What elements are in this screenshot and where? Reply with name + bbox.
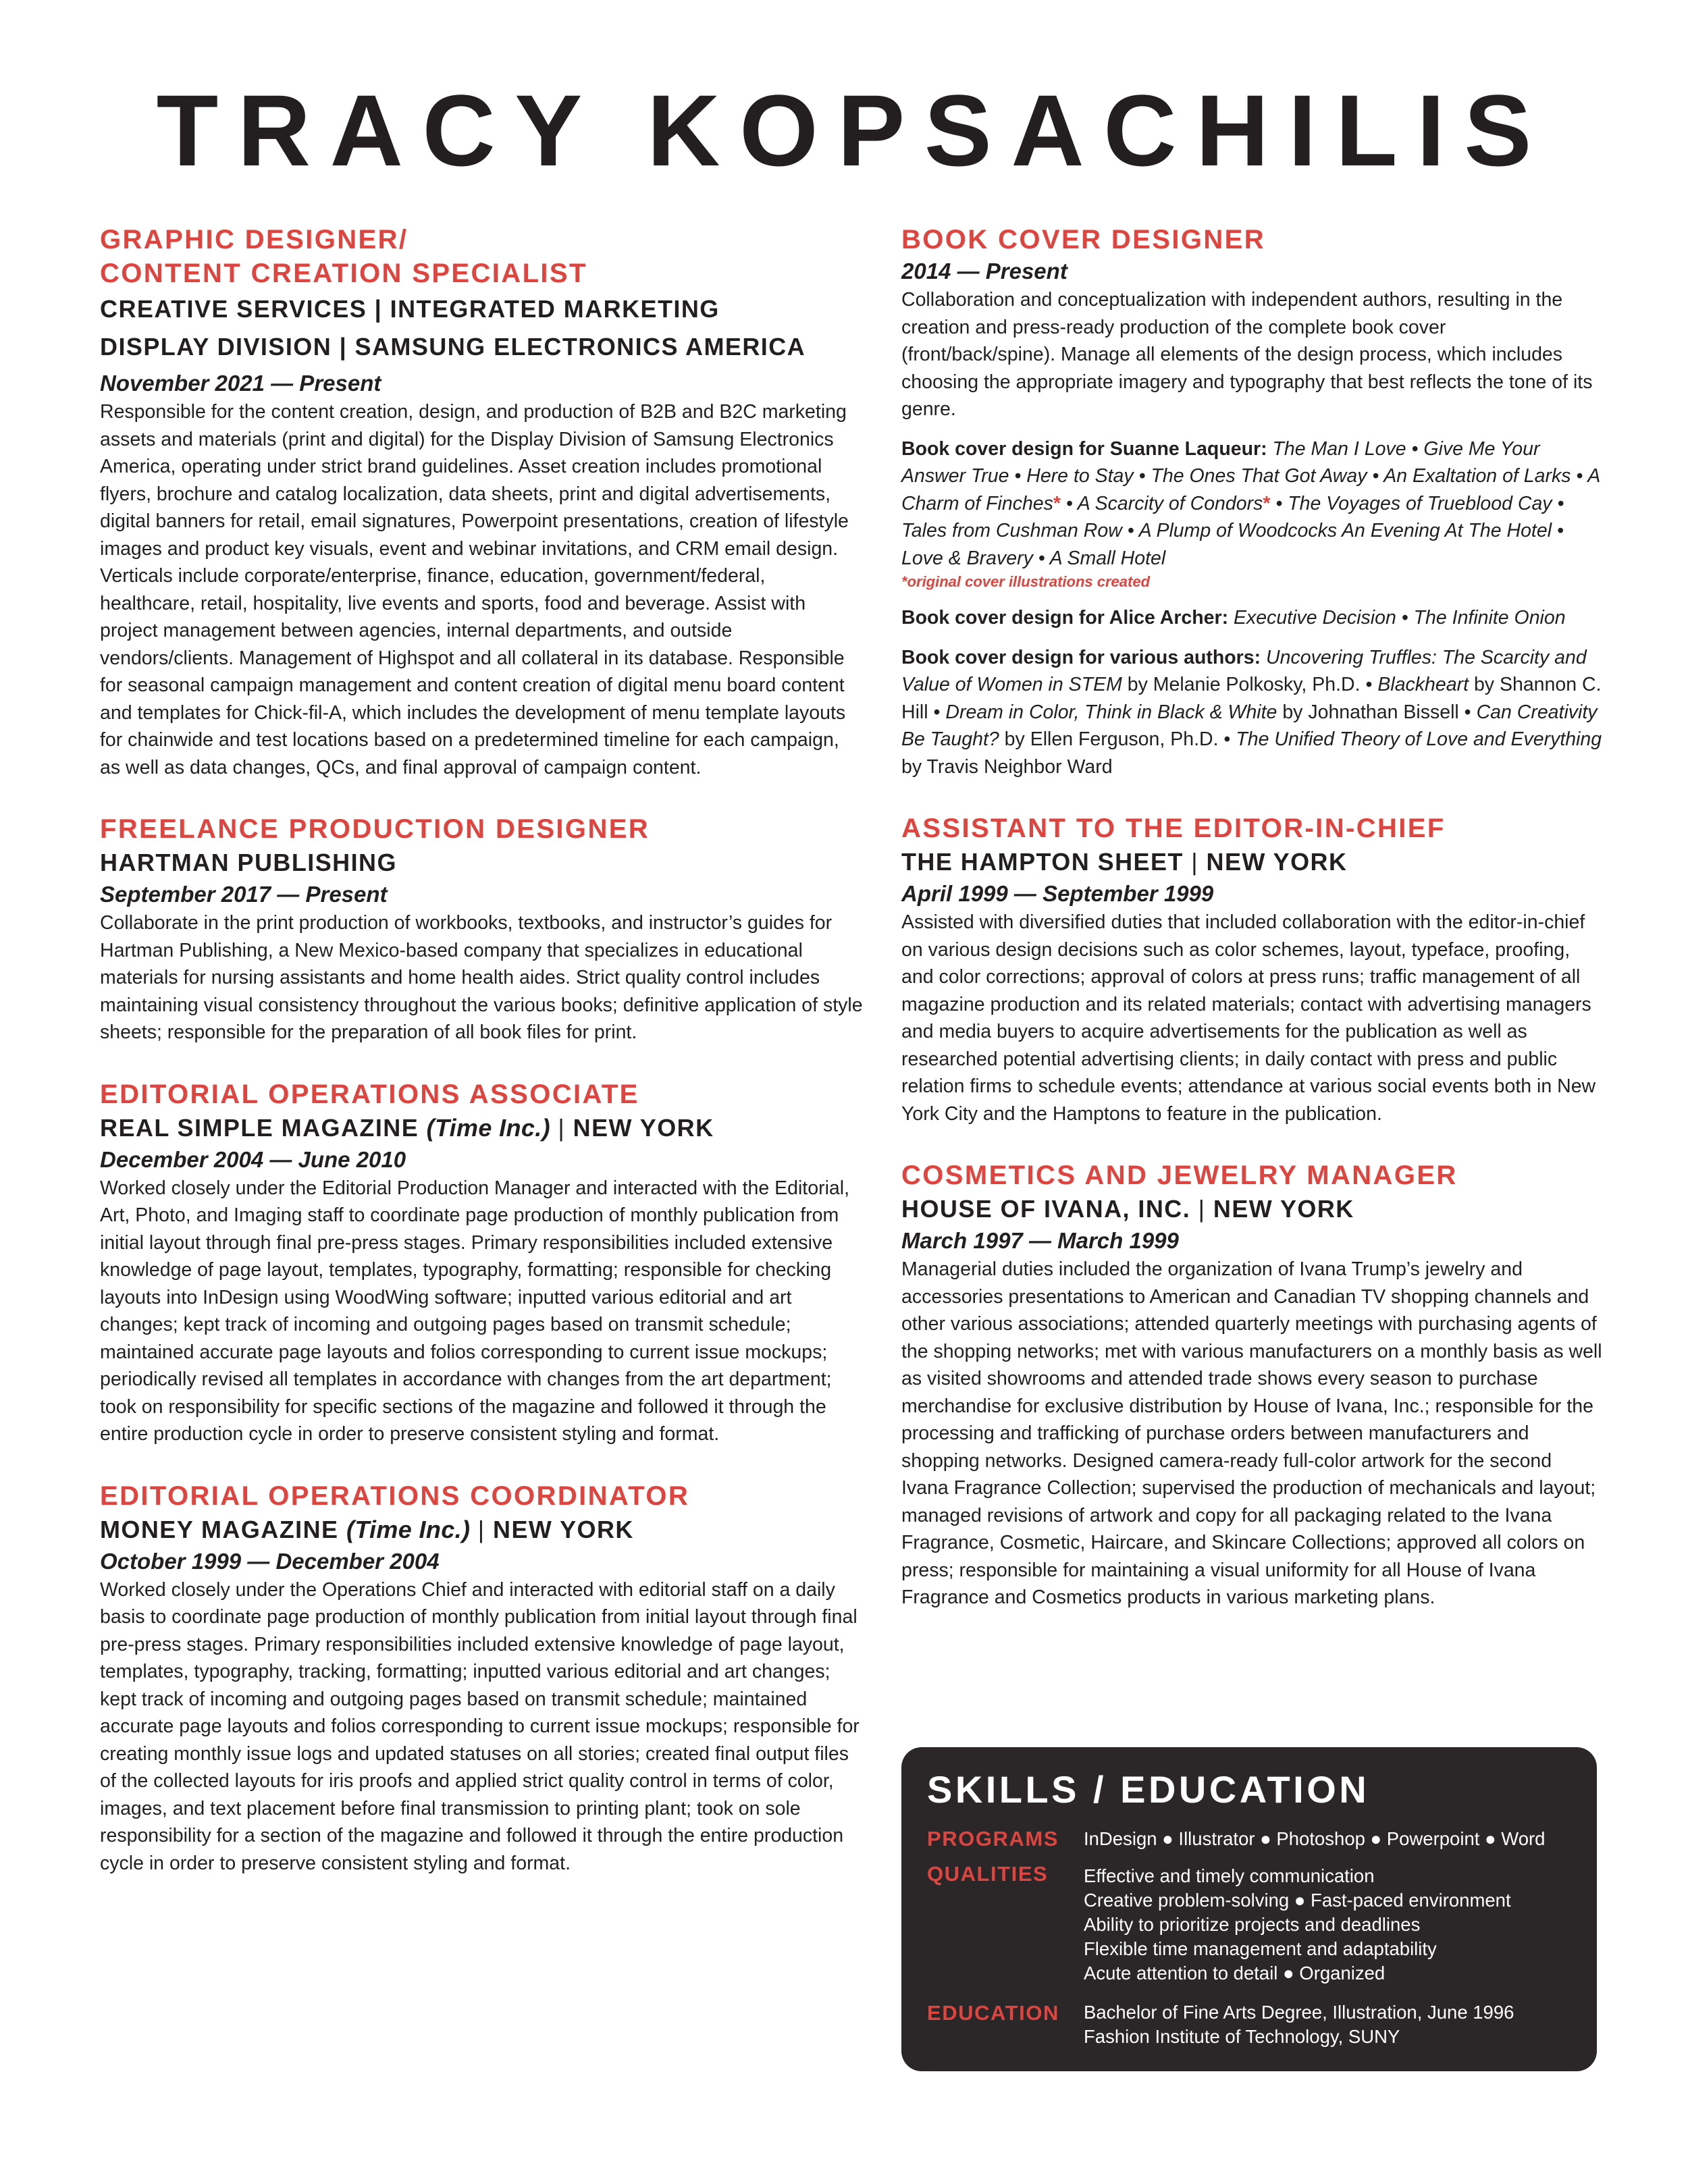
book-titles: A Scarcity of Condors [1077,492,1263,514]
quality-item: Acute attention to detail ● Organized [1084,1963,1386,1983]
job-organization [901,1192,1604,1226]
note-text: original cover illustrations created [907,573,1151,590]
org-line: CREATIVE SERVICES | INTEGRATED MARKETING [100,295,720,323]
job-dates: April 1999 — September 1999 [901,881,1214,906]
org-location: NEW YORK [573,1113,714,1142]
job-title: COSMETICS AND JEWELRY MANAGER [901,1161,1458,1190]
education-row [927,2000,1597,2049]
book-title: Blackheart [1377,674,1469,695]
book-title-separator: • [1061,492,1078,514]
asterisk-mark: * [1263,492,1271,514]
org-separator: | [558,1113,566,1142]
book-list-label: Book cover design for Alice Archer: [901,607,1229,629]
right-column [901,223,1604,1643]
job-description: Worked closely under the Editorial Production Manager and interacted with the Editorial, Art, Photo, and Imaging staff to coordinate page production of monthly publication from initial layout through final pre-press stages. Primary responsibilities included extensive knowledge of page layout, templates, typography, formatting; responsible for checking layouts into InDesign using WoodWing software; inputted various editorial and art changes; kept track of incoming and outgoing pages based on transmit schedule; maintained accurate page layouts and folios corresponding to current issue mockups; periodically revised all templates in accordance with changes from the art department; took on responsibility for specific sections of the magazine and followed it through the entire production cycle in order to preserve consistent styling and format. [100,1177,849,1445]
job-money [100,1479,863,1877]
job-organization [901,845,1604,879]
book-list-label: Book cover design for various authors: [901,646,1261,668]
book-list-label: Book cover design for Suanne Laqueur: [901,437,1267,460]
quality-item: Flexible time management and adaptability [1084,1938,1437,1959]
book-title: Can Creativity Be Taught? [901,701,1598,750]
job-hampton-sheet [901,811,1604,1127]
org-name: MONEY MAGAZINE [100,1515,339,1543]
education-item: Fashion Institute of Technology, SUNY [1084,2026,1400,2047]
job-dates: 2014 — Present [901,259,1067,284]
job-dates: March 1997 — March 1999 [901,1228,1179,1253]
job-samsung [100,223,863,781]
job-title-line: CONTENT CREATION SPECIALIST [100,259,587,288]
book-author: by Ellen Ferguson, Ph.D. • [1004,728,1231,750]
job-dates: September 2017 — Present [100,882,388,907]
skills-education-panel [901,1747,1597,2071]
quality-item: Effective and timely communication [1084,1865,1375,1886]
org-location: NEW YORK [1213,1195,1354,1223]
book-author: by Travis Neighbor Ward [901,755,1113,778]
job-house-of-ivana [901,1158,1604,1612]
job-organization [100,1111,863,1145]
education-label: EDUCATION [927,2001,1059,2025]
book-list-suanne [901,435,1604,593]
book-title: The Unified Theory of Love and Everything [1236,728,1602,750]
left-column [100,223,863,1908]
book-author: by Melanie Polkosky, Ph.D. • [1127,674,1373,695]
org-name: REAL SIMPLE MAGAZINE [100,1113,419,1142]
quality-item: Creative problem-solving ● Fast-paced environment [1084,1890,1511,1911]
org-location: NEW YORK [493,1515,634,1543]
programs-list: InDesign ● Illustrator ● Photoshop ● Powerpoint ● Word [1084,1828,1546,1849]
qualities-label: QUALITIES [927,1862,1049,1886]
job-description: Managerial duties included the organization of Ivana Trump’s jewelry and accessories presentations to American and Canadian TV shopping channels and other various associations; attended quarterly meetings with purchasing agents of the shopping networks; met with various manufacturers on a monthly basis as well as visited showrooms and attended trade shows every season to purchase merchandise for exclusive distribution by House of Ivana, Inc.; responsible for the processing and trafficking of purchase orders between manufacturers and shopping networks. Designed camera-ready full-color artwork for the second Ivana Fragrance Collection; supervised the production of mechanicals and layout; managed revisions of artwork and copy for all packaging related to the Ivana Fragrance, Cosmetic, Haircare, and Skincare Collections; approved all colors on press; responsible for maintaining a visual uniformity for all House of Ivana Fragrance and Cosmetics products in various marketing plans. [901,1258,1602,1608]
job-organization [100,1513,863,1547]
org-name: HOUSE OF IVANA, INC. [901,1195,1191,1223]
job-title [100,223,863,290]
job-dates: November 2021 — Present [100,371,381,396]
resume-name: TRACY KOPSACHILIS [156,74,1551,187]
note-asterisk: * [901,573,907,590]
org-parent: (Time Inc.) [426,1113,550,1142]
job-description: Collaborate in the print production of workbooks, textbooks, and instructor’s guides for Hartman Publishing, a New Mexico-based company that specializes in educational materials for nursing assistants and home health aides. Strict quality control includes maintaining visual consistency throughout the various books; definitive application of style sheets; responsible for the preparation of all book files for print. [100,912,863,1043]
org-parent: (Time Inc.) [346,1515,471,1543]
book-titles: • The Voyages of Trueblood Cay • Tales from Cushman Row • A Plump of Woodcocks An Evening At The Hotel • Love & Bravery • A Small Hotel [901,492,1564,569]
job-description: Responsible for the content creation, design, and production of B2B and B2C marketing assets and materials (print and digital) for the Display Division of Samsung Electronics America, operating under strict brand guidelines. Asset creation includes promotional flyers, brochure and catalog localization, data sheets, print and digital advertisements, digital banners for retail, email signatures, Powerpoint presentations, creation of lifestyle images and product key visuals, event and webinar invitations, and CRM email design. Verticals include corporate/enterprise, finance, education, government/federal, healthcare, retail, hospitality, live events and sports, food and beverage. Assist with project management between agencies, internal departments, and outside vendors/clients. Management of Highspot and all collateral in its database. Responsible for seasonal campaign management and content creation of digital menu board content and templates for Chick-fil-A, which includes the development of menu template layouts for chainwide and test locations based on a predetermined timeline for each campaign, as well as data changes, QCs, and final approval of campaign content. [100,401,849,778]
job-title: EDITORIAL OPERATIONS ASSOCIATE [100,1079,639,1109]
illustration-note [901,572,1604,592]
book-titles: The Man I Love • Give Me Your Answer True • Here to Stay • The Ones That Got Away • An Exaltation of Larks • A Charm of Finches [901,437,1600,514]
book-list-various [901,644,1604,781]
job-title: EDITORIAL OPERATIONS COORDINATOR [100,1481,690,1511]
job-real-simple [100,1077,863,1448]
book-list-alice [901,604,1604,632]
job-description: Worked closely under the Operations Chief and interacted with editorial staff on a daily basis to coordinate page production of monthly publication from initial layout through final pre-press stages. Primary responsibilities included extensive knowledge of page layout, templates, typography, tracking, formatting; inputted various editorial and art changes; kept track of incoming and outgoing pages based on transmit schedule; maintained accurate page layouts and folios corresponding to current issue mockups; responsible for creating monthly issue logs and updated statuses on all stories; created final output files of the collected layouts for iris proofs and applied strict quality control in terms of color, images, and text placement before final transmission to printing plant; took on sole responsibility for a section of the magazine and followed it through the entire production cycle in order to preserve consistent styling and format. [100,1578,860,1874]
asterisk-mark: * [1053,492,1061,514]
job-description: Collaboration and conceptualization with independent authors, resulting in the creation and press-ready production of the complete book cover (front/back/spine). Manage all elements of the design process, which includes choosing the appropriate imagery and typography that best reflects the tone of its genre. [901,289,1593,420]
job-description: Assisted with diversified duties that included collaboration with the editor-in-chief on various design decisions such as color schemes, layout, typeface, proofing, and color corrections; approval of colors at press runs; traffic management of all magazine production and its related materials; contact with advertising managers and media buyers to acquire advertisements for the publication as well as researched potential advertising clients; in daily contact with press and public relation firms to schedule events; attendance at various social events both in New York City and the Hamptons to feature in the publication. [901,911,1596,1125]
job-title-line: GRAPHIC DESIGNER/ [100,225,408,255]
job-dates: December 2004 — June 2010 [100,1146,406,1172]
programs-row [927,1826,1597,1852]
org-separator: | [1198,1195,1206,1223]
education-item: Bachelor of Fine Arts Degree, Illustration, June 1996 [1084,2002,1514,2023]
job-dates: October 1999 — December 2004 [100,1548,440,1574]
job-title: FREELANCE PRODUCTION DESIGNER [100,814,650,844]
book-author: by Shannon C. Hill • [901,674,1602,723]
qualities-row [927,1861,1597,1986]
book-title: Uncovering Truffles: The Scarcity and Value of Women in STEM [901,646,1587,695]
book-titles: Executive Decision • The Infinite Onion [1234,607,1566,629]
org-location: NEW YORK [1206,848,1348,876]
qualities-list [1084,1861,1511,1986]
quality-item: Ability to prioritize projects and deadlines [1084,1914,1421,1935]
programs-label: PROGRAMS [927,1827,1059,1850]
job-organization: HARTMAN PUBLISHING [100,849,397,876]
org-separator: | [1191,848,1199,876]
job-title: ASSISTANT TO THE EDITOR-IN-CHIEF [901,814,1446,843]
org-separator: | [477,1515,485,1543]
org-line: DISPLAY DIVISION | SAMSUNG ELECTRONICS AMERICA [100,333,806,361]
org-name: THE HAMPTON SHEET [901,848,1184,876]
job-book-cover [901,223,1604,780]
skills-title: SKILLS / EDUCATION [927,1768,1370,1811]
education-list [1084,2000,1514,2049]
book-title: Dream in Color, Think in Black & White [945,701,1277,723]
book-author: by Johnathan Bissell • [1282,701,1471,723]
job-title: BOOK COVER DESIGNER [901,225,1265,255]
job-organization [100,290,863,366]
job-hartman [100,812,863,1046]
